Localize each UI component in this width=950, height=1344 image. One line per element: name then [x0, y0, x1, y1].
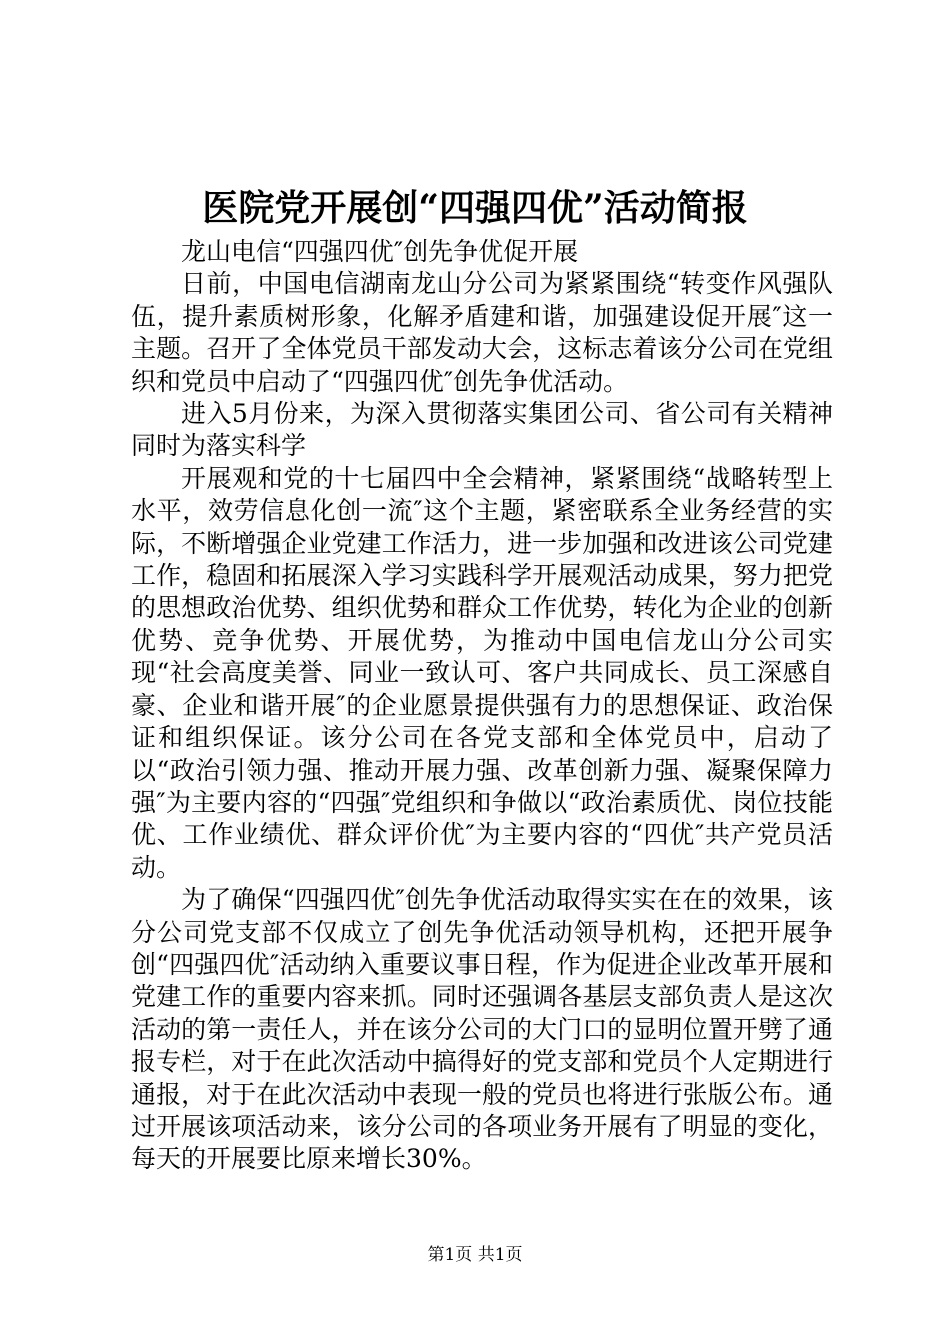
paragraph-subtitle: 龙山电信“四强四优″创先争优促开展: [181, 237, 579, 266]
document-title: 医院党开展创“四强四优”活动简报: [202, 187, 748, 229]
page-number: 第1页 共1页: [427, 1245, 523, 1265]
document-body: [131, 236, 833, 1176]
paragraph-may: 进入5月份来，为深入贯彻落实集团公司、省公司有关精神同时为落实科学: [131, 399, 833, 461]
paragraph-development: 开展观和党的十七届四中全会精神，紧紧围绕“战略转型上水平，效劳信息化创一流″这个主题，紧密联系全业务经营的实际，不断增强企业党建工作活力，进一步加强和改进该公司党建工作，稳固和拓展深入学习实践科学开展观活动成果，努力把党的思想政治优势、组织优势和群众工作优势，转化为企业的创新优势、竞争优势、开展优势，为推动中国电信龙山分公司实现“社会高度美誉、同业一致认可、客户共同成长、员工深感自豪、企业和谐开展″的企业愿景提供强有力的思想保证、政治保证和组织保证。该分公司在各党支部和全体党员中，启动了以“政治引领力强、推动开展力强、改革创新力强、凝聚保障力强″为主要内容的“四强″党组织和争做以“政治素质优、岗位技能优、工作业绩优、群众评价优″为主要内容的“四优″共产党员活动。: [131, 463, 833, 882]
paragraph-results: 为了确保“四强四优″创先争优活动取得实实在在的效果，该分公司党支部不仅成立了创先争优活动领导机构，还把开展争创“四强四优″活动纳入重要议事日程，作为促进企业改革开展和党建工作的重要内容来抓。同时还强调各基层支部负责人是这次活动的第一责任人，并在该分公司的大门口的显明位置开劈了通报专栏，对于在此次活动中搞得好的党支部和党员个人定期进行通报，对于在此次活动中表现一般的党员也将进行张版公布。通过开展该项活动来，该分公司的各项业务开展有了明显的变化，每天的开展要比原来增长30%。: [131, 885, 833, 1174]
paragraph-intro: 日前，中国电信湖南龙山分公司为紧紧围绕“转变作风强队伍，提升素质树形象，化解矛盾建和谐，加强建设促开展″这一主题。召开了全体党员干部发动大会，这标志着该分公司在党组织和党员中启动了“四强四优″创先争优活动。: [131, 269, 833, 396]
